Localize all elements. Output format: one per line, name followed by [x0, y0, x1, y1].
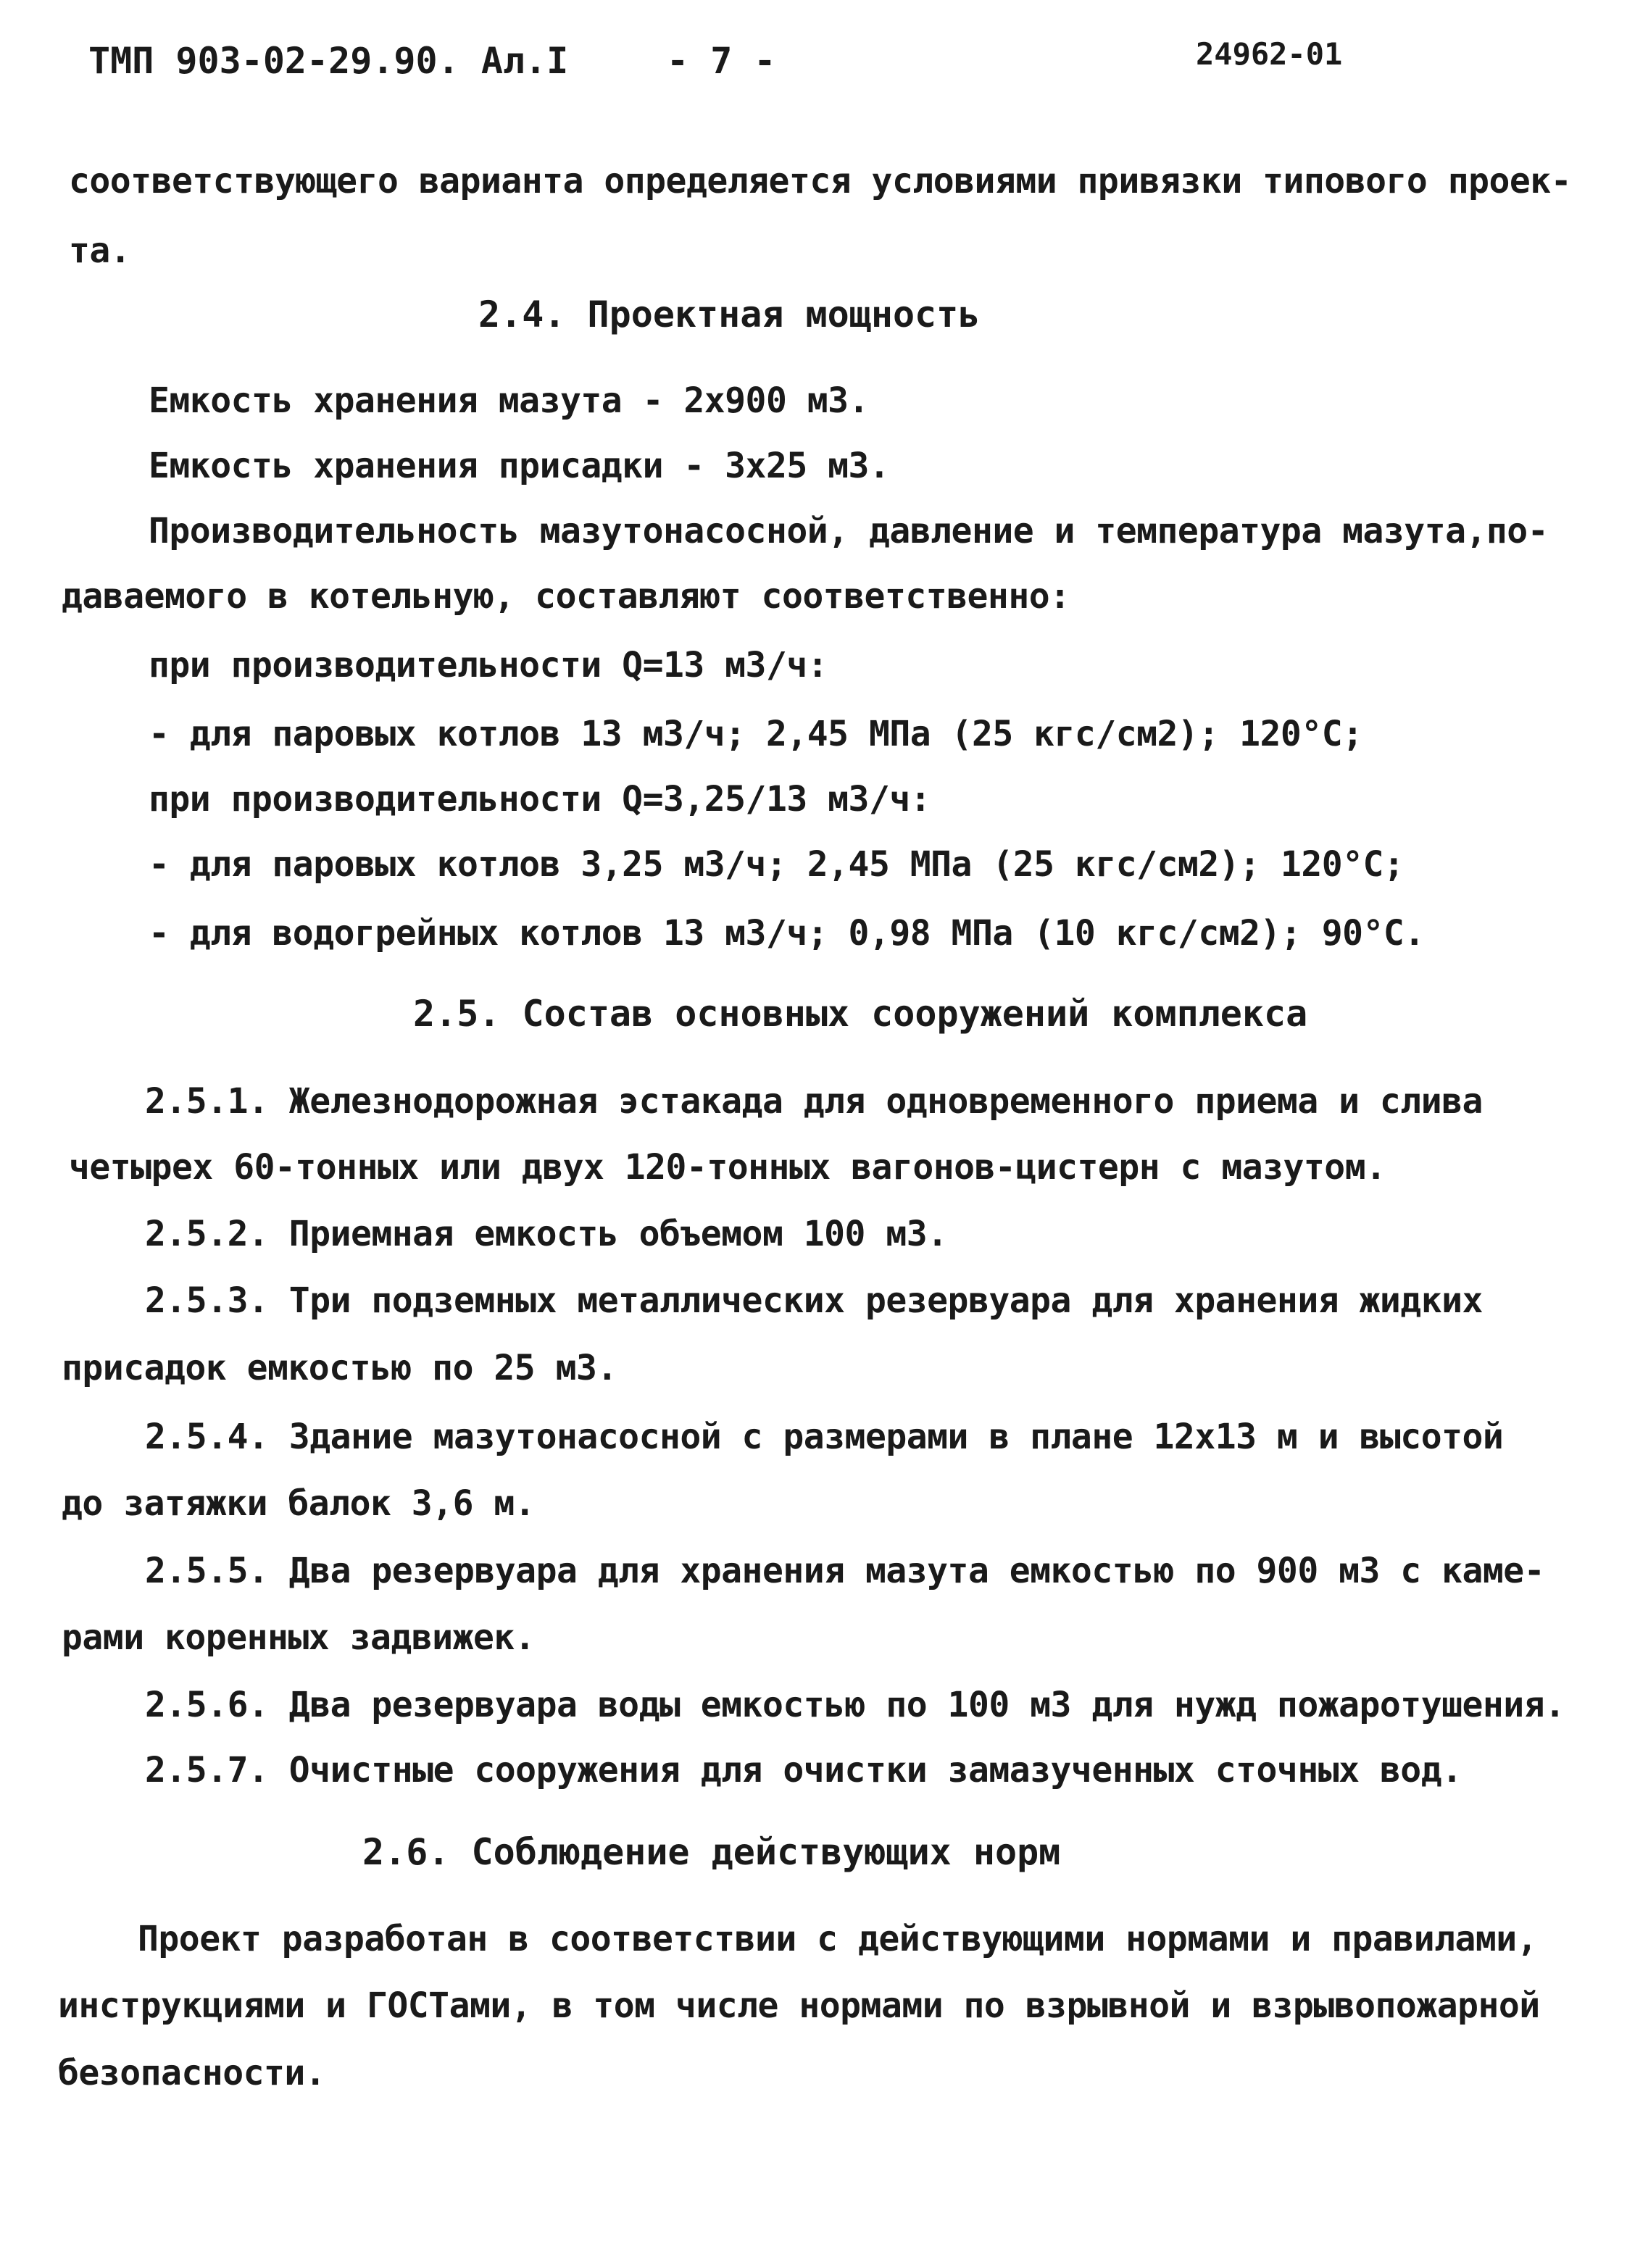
text-line: 2.5.5. Два резервуара для хранения мазута емкостью по 900 м3 с каме- — [145, 1551, 1545, 1591]
text-line: та. — [69, 230, 131, 271]
text-line: - для паровых котлов 13 м3/ч; 2,45 МПа (25 кгс/см2); 120°С; — [149, 714, 1363, 754]
text-line: соответствующего варианта определяется условиями привязки типового проек- — [69, 161, 1572, 201]
text-line: 2.5.1. Железнодорожная эстакада для одновременного приема и слива — [145, 1081, 1483, 1122]
text-line: рами коренных задвижек. — [62, 1617, 536, 1658]
text-line: Емкость хранения мазута - 2х900 м3. — [149, 380, 869, 421]
text-line: при производительности Q=13 м3/ч: — [149, 645, 828, 685]
document-code: ТМП 903-02-29.90. Ал.I — [88, 40, 569, 82]
page-number: - 7 - — [667, 40, 776, 82]
text-line: 2.5.7. Очистные сооружения для очистки замазученных сточных вод. — [145, 1750, 1462, 1790]
text-line: Проект разработан в соответствии с действующими нормами и правилами, — [138, 1919, 1538, 1959]
text-line: даваемого в котельную, составляют соответственно: — [62, 576, 1070, 617]
text-line: присадок емкостью по 25 м3. — [62, 1348, 617, 1388]
section-heading-2-6: 2.6. Соблюдение действующих норм — [362, 1831, 1061, 1873]
text-line: Емкость хранения присадки - 3х25 м3. — [149, 446, 890, 486]
section-heading-2-4: 2.4. Проектная мощность — [478, 293, 981, 335]
text-line: инструкциями и ГОСТами, в том числе нормами по взрывной и взрывопожарной — [58, 1985, 1540, 2026]
text-line: - для паровых котлов 3,25 м3/ч; 2,45 МПа (25 кгс/см2); 120°С; — [149, 844, 1405, 885]
text-line: до затяжки балок 3,6 м. — [62, 1483, 536, 1524]
text-line: 2.5.4. Здание мазутонасосной с размерами в плане 12х13 м и высотой — [145, 1417, 1504, 1457]
text-line: безопасности. — [58, 2053, 326, 2093]
text-line: 2.5.2. Приемная емкость объемом 100 м3. — [145, 1214, 948, 1254]
text-line: Производительность мазутонасосной, давление и температура мазута,по- — [149, 511, 1549, 551]
text-line: - для водогрейных котлов 13 м3/ч; 0,98 МПа (10 кгс/см2); 90°С. — [149, 913, 1425, 954]
section-heading-2-5: 2.5. Состав основных сооружений комплекса — [413, 993, 1308, 1035]
text-line: четырех 60-тонных или двух 120-тонных вагонов-цистерн с мазутом. — [69, 1147, 1386, 1188]
sheet-number: 24962-01 — [1196, 36, 1343, 72]
text-line: 2.5.6. Два резервуара воды емкостью по 100 м3 для нужд пожаротушения. — [145, 1685, 1565, 1725]
text-line: при производительности Q=3,25/13 м3/ч: — [149, 779, 931, 820]
text-line: 2.5.3. Три подземных металлических резервуара для хранения жидких — [145, 1280, 1483, 1321]
